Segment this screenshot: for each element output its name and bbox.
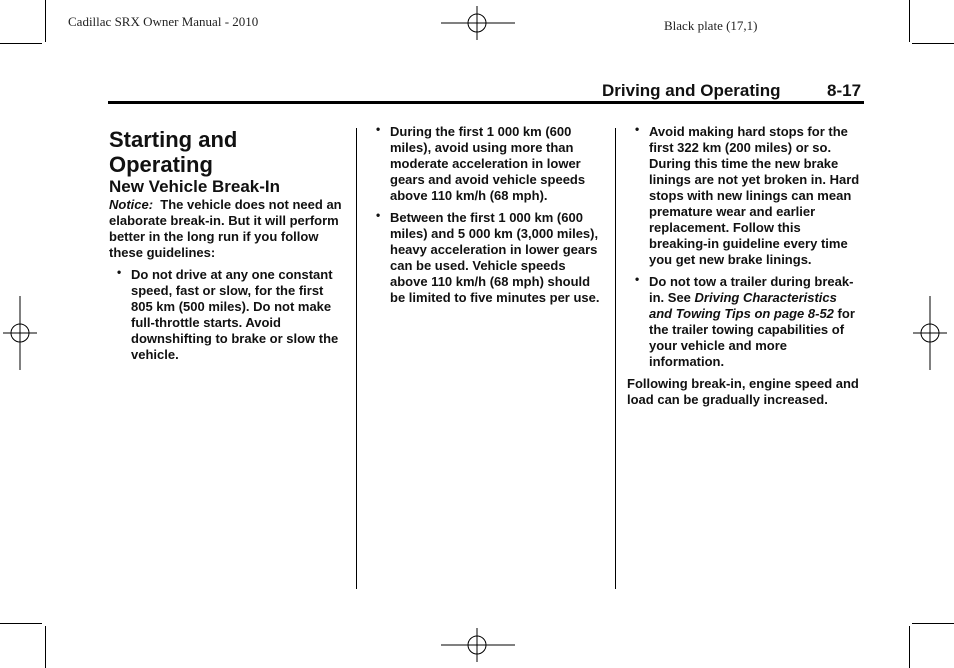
registration-mark-icon (3, 296, 37, 370)
plate-label: Black plate (17,1) (664, 18, 758, 33)
page-title: Starting and Operating (109, 127, 238, 177)
notice-paragraph (109, 197, 345, 261)
registration-mark-icon (441, 628, 515, 662)
closing-paragraph: Following break-in, engine speed and load can be gradually increased. (627, 376, 859, 407)
header-rule (108, 101, 864, 104)
list-item (627, 274, 861, 370)
registration-mark-icon (913, 296, 947, 370)
crop-mark (45, 626, 46, 668)
crop-mark (912, 43, 954, 44)
manual-label: Cadillac SRX Owner Manual - 2010 (68, 14, 259, 29)
column-divider (615, 128, 616, 589)
section-header: Driving and Operating (602, 81, 781, 100)
list-item-text: for the trailer towing capabilities of your vehicle and more information. (649, 306, 855, 369)
notice-text: The vehicle does not need an elaborate break-in. But it will perform better in the long run if you follow these guidelines: (109, 197, 342, 260)
crop-mark (912, 623, 954, 624)
page-number: 8-17 (827, 81, 862, 100)
list-item: • Do not drive at any one constant speed, fast or slow, for the first 805 km (500 miles). Do not make full-throttle starts. Avoid downshifting to brake or slow the vehicle. (109, 267, 345, 363)
list-item: • Avoid making hard stops for the first 322 km (200 miles) or so. During this time the new brake linings are not yet broken in. Hard stops with new linings can mean premature wear and earlier replacement. Follow this breaking-in guideline every time you get new brake linings. (627, 124, 861, 268)
registration-mark-icon (441, 6, 515, 40)
column-1 (109, 127, 345, 363)
crop-mark (909, 626, 910, 668)
column-3 (627, 118, 861, 408)
crop-mark (45, 0, 46, 42)
list-item-text: Do not tow a trailer during break-in. See (649, 274, 854, 305)
notice-label: Notice: (109, 197, 154, 212)
list-item: • Between the first 1 000 km (600 miles) and 5 000 km (3,000 miles), heavy acceleration in lower gears can be used. Vehicle speeds above 110 km/h (68 mph) should be limited to five minutes per use. (368, 210, 600, 306)
cross-reference-link[interactable]: Driving Characteristics and Towing Tips on page 8-52 (649, 290, 837, 321)
column-2 (368, 118, 600, 306)
crop-mark (909, 0, 910, 42)
list-item: • During the first 1 000 km (600 miles), avoid using more than moderate acceleration in lower gears and avoid vehicle speeds above 110 km/h (68 mph). (368, 124, 600, 204)
crop-mark (0, 43, 42, 44)
crop-mark (0, 623, 42, 624)
subsection-title: New Vehicle Break-In (109, 177, 281, 196)
column-divider (356, 128, 357, 589)
